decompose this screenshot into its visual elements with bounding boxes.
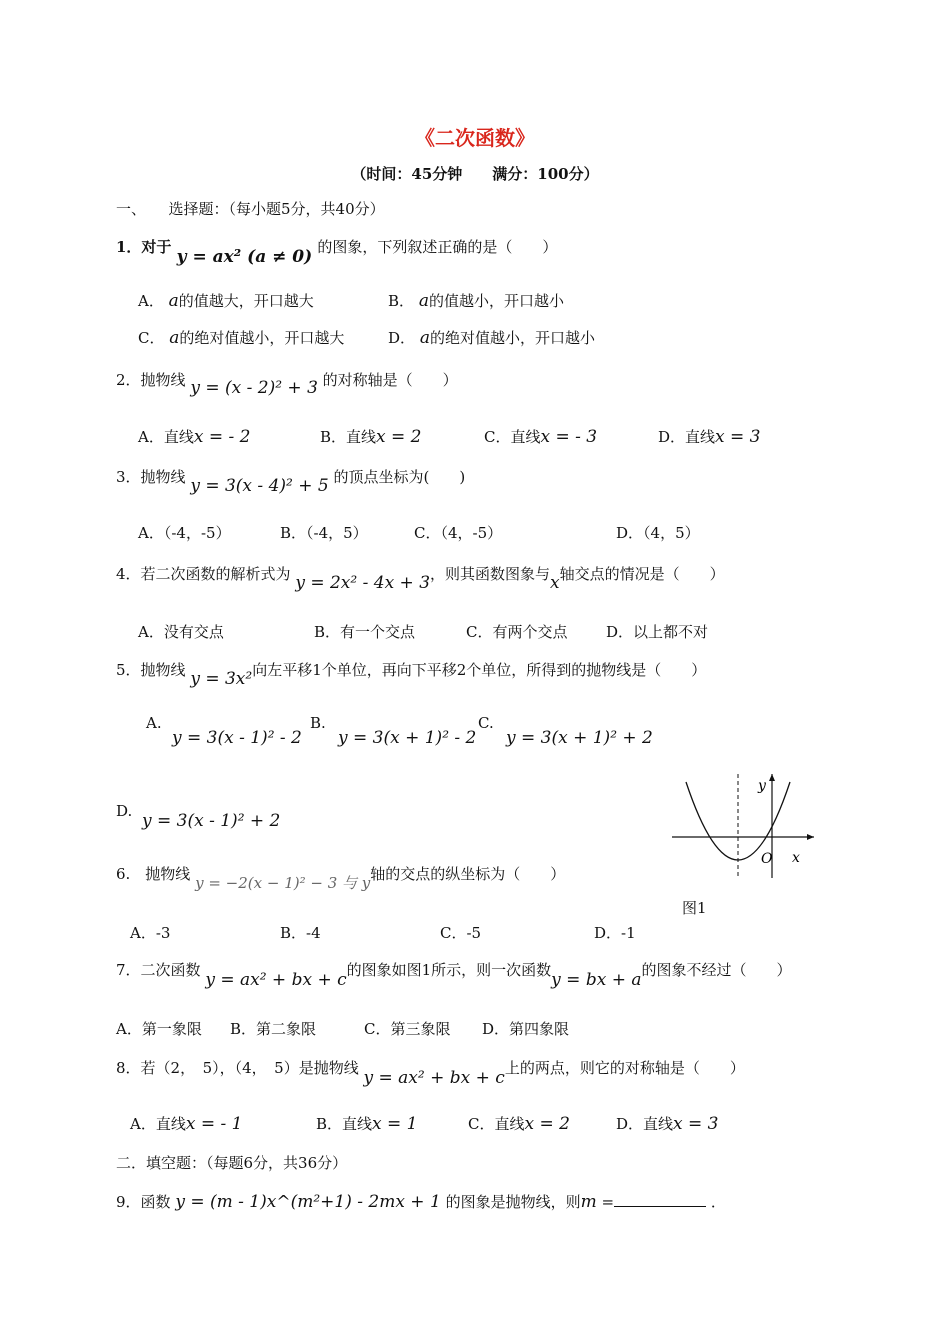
q1-option-d [388, 327, 595, 348]
q7-formula: y = ax² + bx + c [205, 970, 347, 990]
q3-stem-prefix: 3．抛物线 [116, 468, 186, 486]
q4-option-c: C．有两个交点 [466, 623, 568, 641]
q4-stem-prefix: 4．若二次函数的解析式为 [116, 565, 291, 583]
q9-formula: y = (m - 1)x^(m²+1) - 2mx + 1 [175, 1192, 441, 1212]
q7-option-a: A．第一象限 [116, 1020, 202, 1038]
figure-1-caption: 图1 [682, 899, 707, 917]
option-label: A． [138, 524, 164, 542]
question-8-stem [116, 1057, 745, 1088]
q6-option-c: C．-5 [440, 924, 482, 942]
option-text: 的绝对值越小，开口越小 [429, 329, 595, 347]
q1-option-c [138, 327, 344, 348]
question-5-stem [116, 659, 707, 689]
q1-stem-prefix: 1．对于 [116, 238, 172, 256]
option-formula: x = 2 [376, 427, 422, 447]
q6-option-a: A．-3 [130, 924, 171, 942]
q8-formula: y = ax² + bx + c [363, 1068, 505, 1088]
q5-option-b-formula: y = 3(x + 1)² - 2 [338, 728, 477, 748]
option-label: B．直线 [316, 1115, 373, 1133]
q2-option-d [658, 426, 761, 447]
option-label: B．直线 [320, 428, 377, 446]
question-3-stem [116, 466, 466, 496]
x-axis-label: x [792, 850, 800, 866]
q5-option-c-formula: y = 3(x + 1)² + 2 [506, 728, 653, 748]
q7-option-d: D．第四象限 [482, 1020, 570, 1038]
q4-var: x [550, 573, 560, 593]
option-label: D．直线 [658, 428, 716, 446]
q3-option-b [280, 522, 368, 543]
q1-stem-suffix: 的图象，下列叙述正确的是（ ） [317, 238, 558, 256]
q4-stem-suffix: 轴交点的情况是（ ） [559, 565, 725, 583]
q4-option-a: A．没有交点 [138, 623, 224, 641]
q6-formula: y = −2(x − 1)² − 3 与 y [195, 874, 371, 892]
q2-stem-suffix: 的对称轴是（ ） [322, 371, 458, 389]
option-label: A．直线 [138, 428, 194, 446]
option-label: C． [138, 329, 165, 347]
option-label: C．直线 [484, 428, 541, 446]
option-text: （4，-5） [440, 524, 503, 542]
parabola-curve [686, 782, 790, 860]
option-formula: x = 3 [673, 1114, 719, 1134]
q6-stem-prefix: 6. 抛物线 [116, 865, 191, 883]
y-axis-arrow [769, 774, 775, 781]
option-var: a [168, 291, 179, 311]
q2-stem-prefix: 2．抛物线 [116, 371, 186, 389]
q7-stem-prefix: 7．二次函数 [116, 961, 201, 979]
q8-option-b [316, 1113, 418, 1134]
q6-option-b: B．-4 [280, 924, 321, 942]
q2-option-b [320, 426, 422, 447]
question-2-stem [116, 369, 458, 398]
q5-option-b-label: B. [310, 714, 326, 732]
q5-option-a-label: A. [146, 714, 162, 732]
q3-option-c [414, 522, 502, 543]
q5-option-d-label: D. [116, 802, 133, 820]
option-text: 的值越小，开口越小 [428, 292, 564, 310]
q4-stem-mid: ，则其函数图象与 [430, 565, 551, 583]
q4-option-b: B．有一个交点 [314, 623, 416, 641]
option-label: C． [414, 524, 441, 542]
exam-info: （时间：45分钟 满分：100分） [351, 165, 599, 183]
option-label: A．直线 [130, 1115, 186, 1133]
q9-stem-mid: 的图象是抛物线，则 [445, 1193, 581, 1211]
q8-option-a [130, 1113, 242, 1134]
answer-blank[interactable] [614, 1192, 706, 1207]
option-formula: x = - 2 [193, 427, 251, 447]
option-label: D．直线 [616, 1115, 674, 1133]
q5-stem-prefix: 5．抛物线 [116, 661, 186, 679]
option-label: B． [280, 524, 307, 542]
q3-stem-suffix: 的顶点坐标为( ) [333, 468, 466, 486]
q4-option-d: D．以上都不对 [606, 623, 709, 641]
q8-option-d [616, 1113, 719, 1134]
q5-stem-suffix: 向左平移1个单位，再向下平移2个单位，所得到的抛物线是（ ） [252, 661, 707, 679]
origin-label: O [761, 851, 773, 867]
option-label: A． [138, 292, 164, 310]
option-text: （-4，5） [306, 524, 368, 542]
option-formula: x = 3 [715, 427, 761, 447]
option-label: B． [388, 292, 415, 310]
option-text: 的值越大，开口越大 [178, 292, 314, 310]
q7-stem-mid: 的图象如图1所示，则一次函数 [346, 961, 552, 979]
q7-option-b: B．第二象限 [230, 1020, 317, 1038]
q4-formula: y = 2x² - 4x + 3 [295, 573, 431, 593]
section-heading-choice: 一、 选择题：（每小题5分，共40分） [116, 200, 385, 218]
x-axis-arrow [807, 834, 814, 840]
section-heading-fill-in: 二．填空题：（每题6分，共36分） [116, 1154, 348, 1172]
q5-formula: y = 3x² [190, 669, 253, 689]
q9-stem-prefix: 9．函数 [116, 1193, 171, 1211]
q2-option-a [138, 426, 250, 447]
option-formula: x = 2 [524, 1114, 570, 1134]
option-label: C．直线 [468, 1115, 525, 1133]
q8-stem-prefix: 8．若（2， 5），（4， 5）是抛物线 [116, 1059, 359, 1077]
question-1-stem [116, 236, 558, 267]
page-title: 《二次函数》 [415, 126, 535, 150]
figure-1-parabola-graph [668, 770, 818, 880]
q1-option-a [138, 290, 314, 311]
option-var: a [169, 328, 180, 348]
q9-equals: = [601, 1193, 615, 1211]
q2-formula: y = (x - 2)² + 3 [190, 378, 318, 398]
q6-option-d: D．-1 [594, 924, 636, 942]
q8-option-c [468, 1113, 570, 1134]
question-4-stem [116, 563, 725, 593]
option-formula: x = 1 [372, 1114, 418, 1134]
q7-stem-suffix: 的图象不经过（ ） [641, 961, 792, 979]
q2-option-c [484, 426, 597, 447]
option-formula: x = - 1 [185, 1114, 243, 1134]
option-text: （-4，-5） [163, 524, 231, 542]
y-axis-label: y [758, 778, 766, 794]
q5-option-c-label: C. [478, 714, 494, 732]
q1-formula: y = ax² (a ≠ 0) [176, 247, 313, 267]
option-var: a [418, 291, 429, 311]
option-text: 的绝对值越小，开口越大 [179, 329, 345, 347]
q6-stem-suffix: 轴的交点的纵坐标为（ ） [370, 865, 566, 883]
question-9-stem [116, 1191, 726, 1212]
question-7-stem [116, 959, 792, 990]
option-text: （4，5） [643, 524, 700, 542]
q3-option-d [616, 522, 700, 543]
q5-option-a-formula: y = 3(x - 1)² - 2 [172, 728, 302, 748]
q1-option-b [388, 290, 564, 311]
q3-option-a [138, 522, 231, 543]
option-formula: x = - 3 [540, 427, 598, 447]
q9-var: m [580, 1192, 597, 1212]
question-6-stem [116, 863, 566, 892]
q8-stem-suffix: 上的两点，则它的对称轴是（ ） [504, 1059, 745, 1077]
option-label: D． [388, 329, 416, 347]
q3-formula: y = 3(x - 4)² + 5 [190, 476, 329, 496]
q9-period: ． [710, 1193, 726, 1211]
option-label: D． [616, 524, 644, 542]
q5-option-d-formula: y = 3(x - 1)² + 2 [142, 811, 281, 831]
option-var: a [419, 328, 430, 348]
q7-formula-linear: y = bx + a [551, 970, 642, 990]
q7-option-c: C．第三象限 [364, 1020, 451, 1038]
